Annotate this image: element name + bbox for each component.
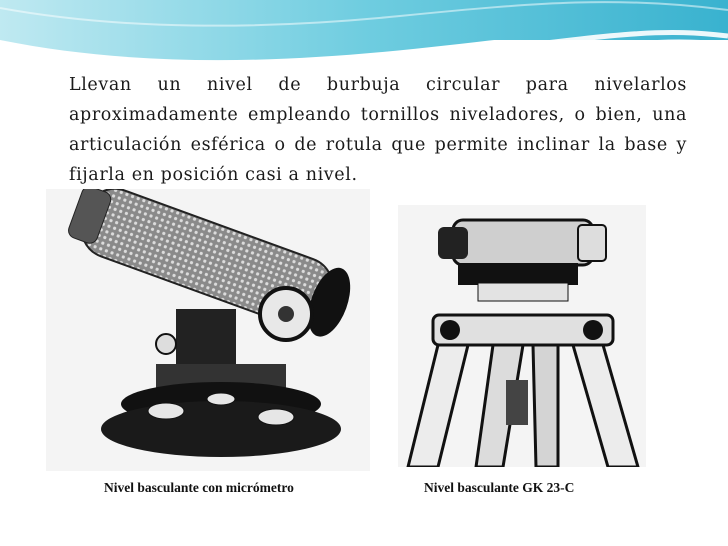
- photo-nivel-gk23c: [398, 205, 646, 467]
- photo-nivel-micrometro: [46, 189, 370, 471]
- caption-nivel-gk23c: Nivel basculante GK 23-C: [424, 480, 575, 495]
- slide-paragraph: Llevan un nivel de burbuja circular para nivelarlos aproximadamente empleando tornillos niveladores, o bien, una articulación esférica o de rotula que permite inclinar la base y fijarla en posición casi a nivel.: [69, 75, 687, 185]
- header-wave-decoration: [0, 0, 728, 80]
- caption-nivel-micrometro: Nivel basculante con micrómetro: [104, 480, 294, 495]
